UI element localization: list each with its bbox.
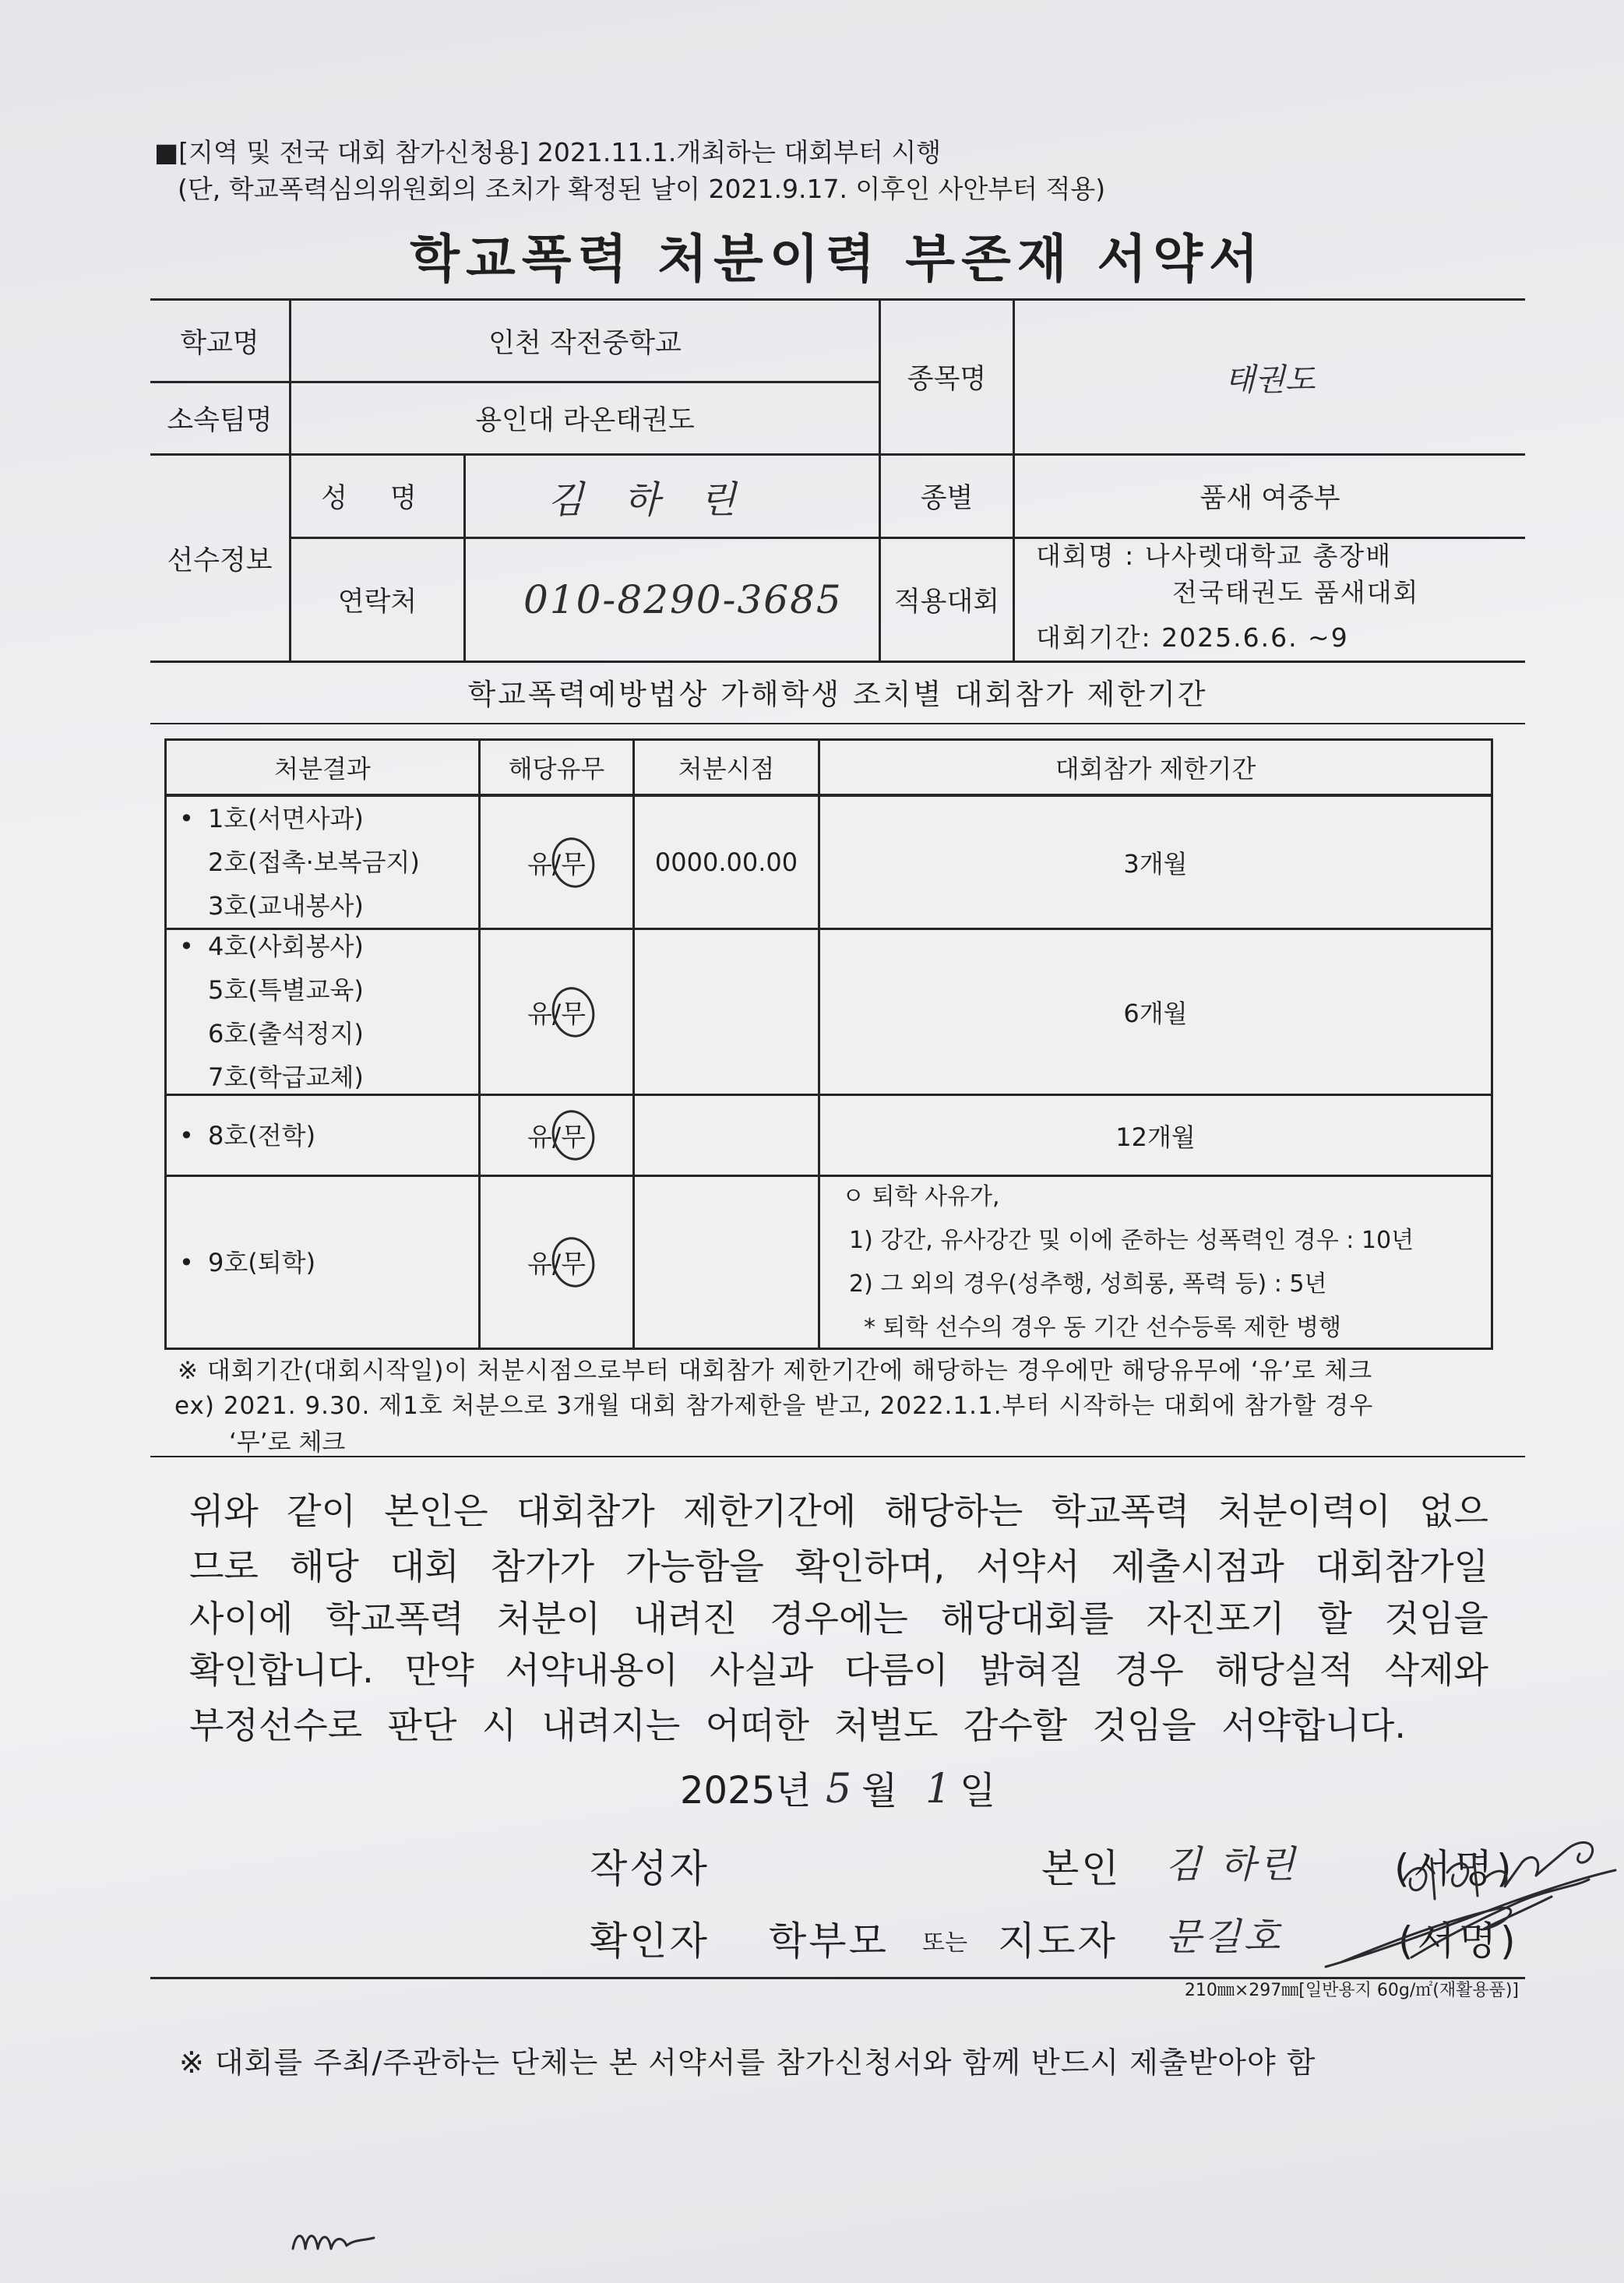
contact-label: 연락처 xyxy=(291,539,466,661)
bullet: • xyxy=(179,1120,194,1150)
divider xyxy=(150,1456,1525,1457)
event-period-line: 대회기간: 2025.6.6. ~9 xyxy=(1036,622,1349,653)
category-value: 품새 여중부 xyxy=(1015,456,1525,539)
example-line-2: ‘무’로 체크 xyxy=(229,1429,346,1457)
table-row-2-applicable xyxy=(481,930,635,1096)
restriction-table xyxy=(164,738,1493,1350)
period-line: ㅇ 퇴학 사유가, xyxy=(842,1182,1000,1210)
measure-item: 2호(접촉·보복금지) xyxy=(208,847,420,877)
no-label-circled: 무 xyxy=(561,844,586,881)
yes-no-choice xyxy=(527,844,586,881)
yes-label: 유 xyxy=(527,998,552,1029)
coach-signature xyxy=(1316,1866,1620,1975)
sport-value: 태권도 xyxy=(1224,361,1316,398)
bullet: • xyxy=(179,1247,194,1277)
event-value-cell xyxy=(1015,539,1525,661)
name-value-cell xyxy=(466,456,881,539)
table-row-3-measures xyxy=(167,1096,481,1177)
date-month: 5 xyxy=(826,1766,852,1813)
school-label: 학교명 xyxy=(150,301,291,383)
yes-label: 유 xyxy=(527,1249,552,1279)
separator: / xyxy=(551,1122,562,1152)
table-row-4-measures xyxy=(167,1177,481,1348)
notice-line-1: ■[지역 및 전국 대회 참가신청용] 2021.11.1.개최하는 대회부터 시행 xyxy=(154,137,942,167)
athlete-label: 선수정보 xyxy=(150,456,291,661)
table-row-4-date xyxy=(635,1177,820,1348)
date-year: 2025년 xyxy=(680,1769,812,1813)
header-result: 처분결과 xyxy=(167,741,481,797)
self-label: 본인 xyxy=(1041,1846,1122,1891)
yes-no-choice xyxy=(527,1117,586,1154)
example-line-1: ex) 2021. 9.30. 제1호 처분으로 3개월 대회 참가제한을 받고, 2022.1.1.부터 시작하는 대회에 참가할 경우 xyxy=(174,1392,1374,1420)
sport-value-cell xyxy=(1015,301,1525,456)
category-label: 종별 xyxy=(881,456,1015,539)
pledge-line-3: 사이에 학교폭력 처분이 내려진 경우에는 해당대회를 자진포기 할 것임을 xyxy=(189,1598,1488,1640)
table-row-3-period: 12개월 xyxy=(820,1096,1491,1177)
confirmer-label: 확인자 xyxy=(590,1918,710,1964)
table-row-1-period: 3개월 xyxy=(820,797,1491,930)
table-row-1-date: 0000.00.00 xyxy=(635,797,820,930)
event-label: 적용대회 xyxy=(881,539,1015,661)
divider xyxy=(150,1977,1525,1979)
team-label: 소속팀명 xyxy=(150,383,291,456)
table-row-1-applicable xyxy=(481,797,635,930)
footer-notice: ※ 대회를 주최/주관하는 단체는 본 서약서를 참가신청서와 함께 반드시 제출받아야 함 xyxy=(179,2045,1316,2080)
writer-label: 작성자 xyxy=(590,1846,710,1891)
team-value: 용인대 라온태권도 xyxy=(291,383,881,456)
date-day-unit: 일 xyxy=(960,1769,996,1813)
table-row-2-period: 6개월 xyxy=(820,930,1491,1096)
separator: / xyxy=(551,1249,562,1279)
period-line: * 퇴학 선수의 경우 동 기간 선수등록 제한 병행 xyxy=(864,1313,1341,1341)
coach-name: 문길호 xyxy=(1165,1915,1284,1959)
table-row-2-measures xyxy=(167,930,481,1096)
yes-label: 유 xyxy=(527,1122,552,1152)
divider xyxy=(150,723,1525,724)
name-label: 성 명 xyxy=(291,456,466,539)
note-line-1: ※ 대회기간(대회시작일)이 처분시점으로부터 대회참가 제한기간에 해당하는 경우에만 해당유무에 ‘유’로 체크 xyxy=(178,1357,1373,1385)
parent-label: 학부모 xyxy=(769,1918,889,1964)
header-period: 대회참가 제한기간 xyxy=(820,741,1491,797)
event-name-line: 대회명 : 나사렛대학교 총장배 xyxy=(1036,541,1393,571)
or-label: 또는 xyxy=(922,1929,967,1957)
header-date: 처분시점 xyxy=(635,741,820,797)
yes-no-choice xyxy=(527,1244,586,1281)
measure-item xyxy=(179,1241,315,1284)
header-applicable: 해당유무 xyxy=(481,741,635,797)
event-name-line-2: 전국태권도 품새대회 xyxy=(1172,577,1420,608)
table-row-3-applicable xyxy=(481,1096,635,1177)
restriction-title: 학교폭력예방법상 가해학생 조치별 대회참가 제한기간 xyxy=(467,678,1208,711)
measure-item xyxy=(179,797,364,840)
paper-spec: 210㎜×297㎜[일반용지 60g/㎡(재활용품)] xyxy=(1184,1981,1519,2000)
pledge-line-1: 위와 같이 본인은 대회참가 제한기간에 해당하는 학교폭력 처분이력이 없으 xyxy=(189,1490,1488,1532)
no-label-circled: 무 xyxy=(561,1117,586,1154)
no-label-circled: 무 xyxy=(561,1244,586,1281)
coach-sign-label: (서명) xyxy=(1398,1918,1520,1964)
period-line: 2) 그 외의 경우(성추행, 성희롱, 폭력 등) : 5년 xyxy=(849,1270,1327,1298)
table-row-2-date xyxy=(635,930,820,1096)
measure-text: 4호(사회봉사) xyxy=(208,932,364,961)
notice-line-2: (단, 학교폭력심의위원회의 조치가 확정된 날이 2021.9.17. 이후인 사안부터 적용) xyxy=(178,174,1106,204)
date-month-unit: 월 xyxy=(861,1769,898,1813)
table-row-1-measures xyxy=(167,797,481,930)
sport-label: 종목명 xyxy=(881,301,1015,456)
document-title: 학교폭력 처분이력 부존재 서약서 xyxy=(410,229,1265,289)
table-row-4-applicable xyxy=(481,1177,635,1348)
measure-item: 3호(교내봉사) xyxy=(208,891,364,921)
separator: / xyxy=(551,848,562,879)
contact-value-cell xyxy=(466,539,881,661)
bullet: • xyxy=(179,932,194,961)
pledge-line-2: 므로 해당 대회 참가가 가능함을 확인하며, 서약서 제출시점과 대회참가일 xyxy=(189,1545,1488,1587)
date-day: 1 xyxy=(925,1766,952,1813)
yes-no-choice xyxy=(527,994,586,1031)
table-row-4-period xyxy=(820,1177,1491,1348)
name-value: 김 하 린 xyxy=(548,477,750,522)
pledge-line-5: 부정선수로 판단 시 내려지는 어떠한 처벌도 감수할 것임을 서약합니다. xyxy=(189,1704,1406,1746)
measure-item: 7호(학급교체) xyxy=(208,1062,364,1092)
school-value: 인천 작전중학교 xyxy=(291,301,881,383)
coach-label: 지도자 xyxy=(998,1918,1118,1964)
athlete-info-table xyxy=(150,298,1525,663)
measure-item xyxy=(179,1114,315,1157)
measure-item: 5호(특별교육) xyxy=(208,975,364,1005)
measure-text: 1호(서면사과) xyxy=(208,804,364,833)
measure-item xyxy=(179,925,364,968)
measure-text: 8호(전학) xyxy=(208,1120,316,1150)
measure-item: 6호(출석정지) xyxy=(208,1019,364,1048)
scribble-mark xyxy=(288,2216,378,2263)
measure-text: 9호(퇴학) xyxy=(208,1247,316,1277)
self-sign-label: (서명) xyxy=(1394,1846,1516,1891)
table-row-3-date xyxy=(635,1096,820,1177)
contact-value: 010-8290-3685 xyxy=(523,577,843,622)
pledge-line-4: 확인합니다. 만약 서약내용이 사실과 다름이 밝혀질 경우 해당실적 삭제와 xyxy=(189,1649,1488,1691)
period-line: 1) 강간, 유사강간 및 이에 준하는 성폭력인 경우 : 10년 xyxy=(849,1226,1414,1254)
separator: / xyxy=(551,998,562,1029)
no-label-circled: 무 xyxy=(561,994,586,1031)
yes-label: 유 xyxy=(527,848,552,879)
self-name: 김 하린 xyxy=(1165,1843,1298,1887)
bullet: • xyxy=(179,804,194,833)
